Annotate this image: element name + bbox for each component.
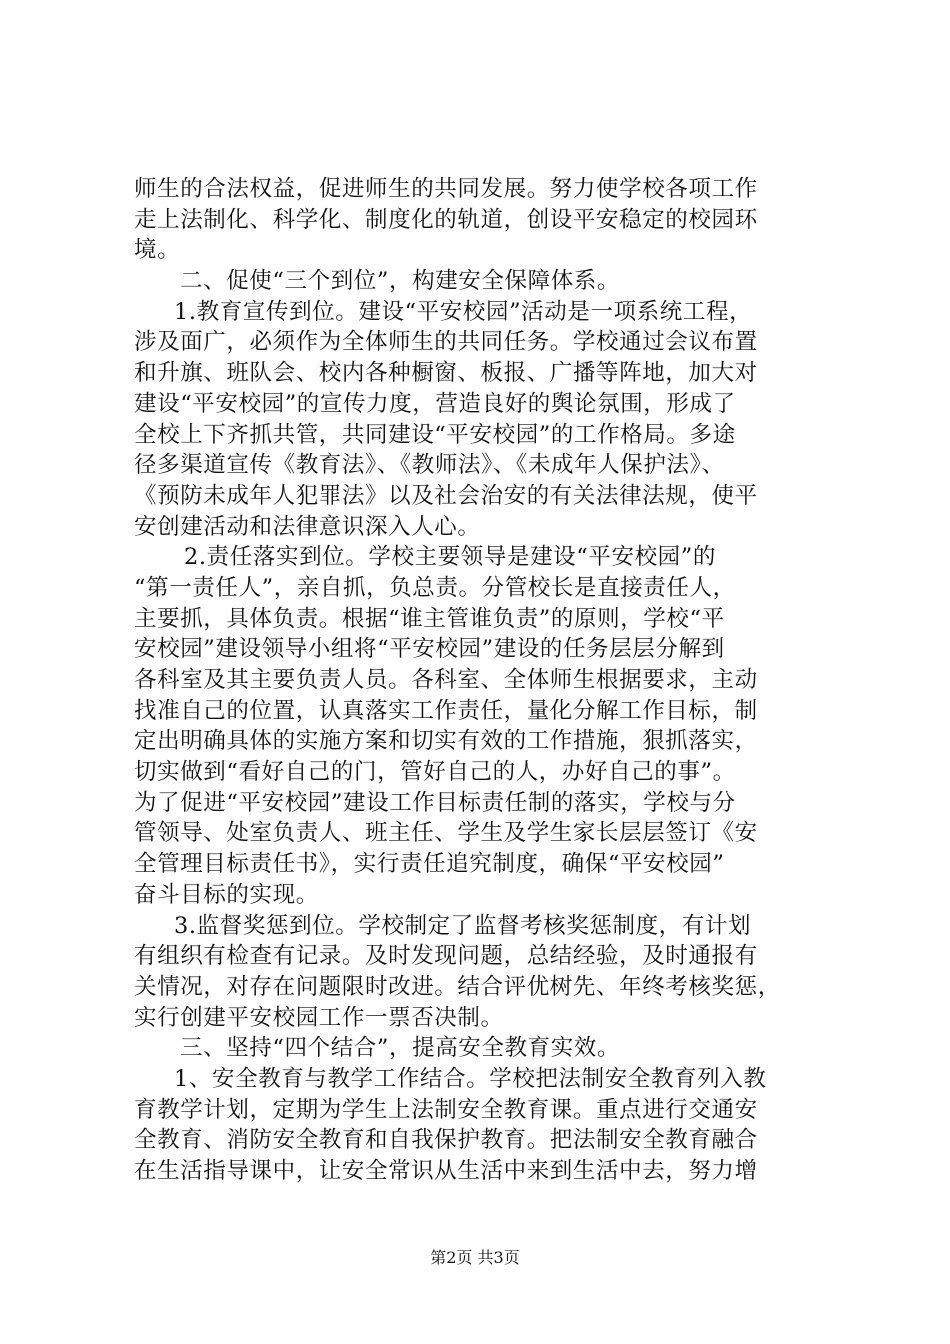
text-line: 安校园”建设领导小组将“平安校园”建设的任务层层分解到 xyxy=(134,636,725,663)
text-line: 各科室及其主要负责人员。各科室、全体师生根据要求，主动 xyxy=(134,667,758,693)
text-line: 安创建活动和法律意识深入人心。 xyxy=(134,513,481,540)
text-line: 《预防未成年人犯罪法》以及社会治安的有关法律法规，使平 xyxy=(134,482,758,509)
text-line: 2.责任落实到位。学校主要领导是建设“平安校园”的 xyxy=(184,544,716,571)
text-line: 主要抓，具体负责。根据“谁主管谁负责”的原则，学校“平 xyxy=(134,605,725,632)
text-line: 建设“平安校园”的宣传力度，营造良好的舆论氛围，形成了 xyxy=(134,390,736,417)
text-line: 切实做到“看好自己的门，管好自己的人，办好自己的事”。 xyxy=(134,759,736,786)
text-line: 3.监督奖惩到位。学校制定了监督考核奖惩制度，有计划 xyxy=(174,912,752,939)
text-line: 全教育、消防安全教育和自我保护教育。把法制安全教育融合 xyxy=(134,1127,758,1154)
text-line: 定出明确具体的实施方案和切实有效的工作措施，狠抓落实， xyxy=(134,728,758,755)
text-line: 关情况，对存在问题限时改进。结合评优树先、年终考核奖惩， xyxy=(134,973,781,1000)
text-line: 找准自己的位置，认真落实工作责任，量化分解工作目标，制 xyxy=(134,697,758,724)
text-line: 育教学计划，定期为学生上法制安全教育课。重点进行交通安 xyxy=(134,1096,758,1123)
text-line: 走上法制化、科学化、制度化的轨道，创设平安稳定的校园环 xyxy=(134,206,758,233)
text-line: 师生的合法权益，促进师生的共同发展。努力使学校各项工作 xyxy=(134,176,758,202)
text-line: 管领导、处室负责人、班主任、学生及学生家长层层签订《安 xyxy=(134,820,758,847)
text-line: 在生活指导课中，让安全常识从生活中来到生活中去，努力增 xyxy=(134,1158,758,1184)
text-line: 1、安全教育与教学工作结合。学校把法制安全教育列入教 xyxy=(174,1065,767,1092)
text-line: 境。 xyxy=(134,237,181,264)
text-line: 涉及面广，必须作为全体师生的共同任务。学校通过会议布置 xyxy=(134,329,758,356)
text-line: 1.教育宣传到位。建设“平安校园”活动是一项系统工程， xyxy=(174,298,753,325)
text-line: “第一责任人”，亲自抓，负总责。分管校长是直接责任人， xyxy=(134,574,736,601)
text-line: 实行创建平安校园工作一票否决制。 xyxy=(134,1004,504,1031)
text-line: 二、促使“三个到位”，构建安全保障体系。 xyxy=(180,268,621,295)
text-line: 全管理目标责任书》，实行责任追究制度，确保“平安校园” xyxy=(134,851,725,878)
text-line: 奋斗目标的实现。 xyxy=(134,881,319,908)
text-line: 径多渠道宣传《教育法》、《教师法》、《未成年人保护法》、 xyxy=(134,452,725,479)
text-line: 三、坚持“四个结合”，提高安全教育实效。 xyxy=(180,1035,621,1062)
text-line: 有组织有检查有记录。及时发现问题，总结经验，及时通报有 xyxy=(134,943,758,970)
text-line: 和升旗、班队会、校内各种橱窗、板报、广播等阵地，加大对 xyxy=(134,360,758,387)
text-line: 为了促进“平安校园”建设工作目标责任制的落实，学校与分 xyxy=(134,789,736,816)
text-line: 全校上下齐抓共管，共同建设“平安校园”的工作格局。多途 xyxy=(134,421,736,448)
page-footer: 第2页 共3页 xyxy=(430,1248,520,1267)
body-text xyxy=(134,174,834,1187)
